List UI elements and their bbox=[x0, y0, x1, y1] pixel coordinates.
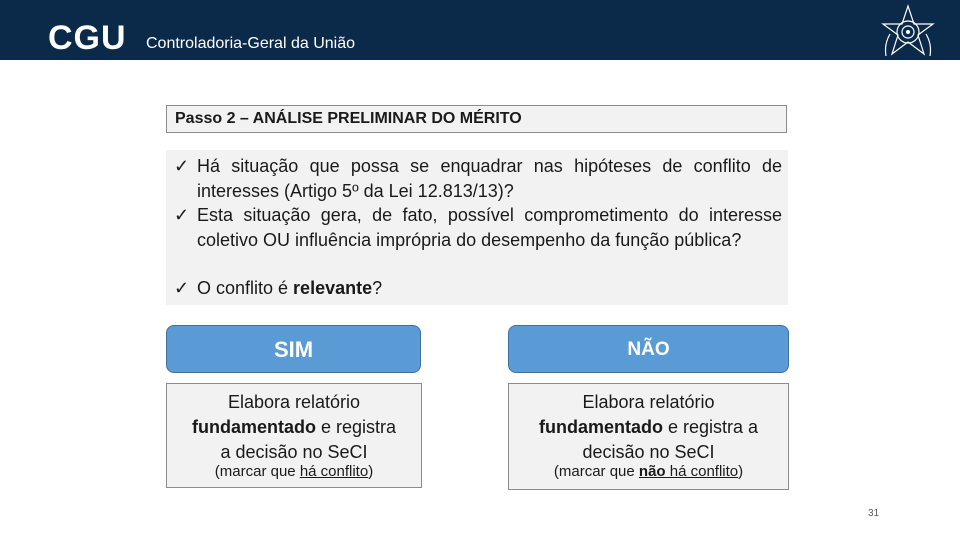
question-text: Há situação que possa se enquadrar nas hipóteses de conflito de interesses (Artigo 5º da Lei 12.813/13)? bbox=[197, 156, 782, 201]
questions-box bbox=[166, 150, 788, 305]
nao-note-part: (marcar que bbox=[553, 463, 639, 480]
question-item bbox=[174, 203, 782, 252]
sim-result-line1: Elabora relatório bbox=[227, 392, 361, 412]
nao-result-note bbox=[509, 462, 788, 482]
sim-note-underlined: há conflito bbox=[299, 463, 369, 480]
page-number: 31 bbox=[868, 508, 880, 519]
sim-result-text bbox=[167, 390, 421, 465]
sim-result-line2: e registra bbox=[315, 417, 397, 437]
sim-result-emphasis: fundamentado bbox=[191, 417, 316, 437]
header-bar bbox=[0, 0, 960, 60]
nao-result-line1: Elabora relatório bbox=[582, 392, 715, 412]
nao-result-line3: decisão no SeCI bbox=[582, 442, 715, 462]
step-title: Passo 2 – ANÁLISE PRELIMINAR DO MÉRITO bbox=[175, 110, 522, 127]
checkmark-icon: ✓ bbox=[174, 205, 190, 225]
question-text-emphasis: relevante bbox=[293, 278, 373, 298]
nao-result-emphasis: fundamentado bbox=[538, 417, 663, 437]
checkmark-icon: ✓ bbox=[174, 156, 190, 176]
sim-result-line3: a decisão no SeCI bbox=[220, 442, 368, 462]
question-text bbox=[197, 276, 782, 301]
cgu-logo: CGU bbox=[48, 19, 127, 57]
nao-note-part: ) bbox=[738, 463, 744, 480]
brasao-republica-icon bbox=[876, 4, 940, 76]
question-item bbox=[174, 276, 782, 301]
question-text: Esta situação gera, de fato, possível comprometimento do interesse coletivo OU influência imprópria do desempenho da função pública? bbox=[197, 205, 782, 250]
question-text-part: O conflito é bbox=[197, 278, 294, 298]
nao-note-emphasis: não bbox=[638, 463, 666, 480]
question-text-part: ? bbox=[372, 278, 383, 298]
nao-result-box bbox=[508, 383, 789, 490]
sim-note-part: ) bbox=[368, 463, 374, 480]
checkmark-icon: ✓ bbox=[174, 278, 190, 298]
nao-result-text bbox=[509, 390, 788, 465]
nao-result-line2: e registra a bbox=[662, 417, 759, 437]
sim-result-note bbox=[167, 462, 421, 482]
nao-option: NÃO bbox=[508, 325, 789, 373]
sim-note-part: (marcar que bbox=[214, 463, 300, 480]
org-name: Controladoria-Geral da União bbox=[146, 35, 355, 52]
question-item bbox=[174, 154, 782, 203]
sim-option: SIM bbox=[166, 325, 421, 373]
nao-note-underlined: há conflito bbox=[665, 463, 739, 480]
sim-result-box bbox=[166, 383, 422, 488]
step-title-box bbox=[166, 105, 787, 133]
